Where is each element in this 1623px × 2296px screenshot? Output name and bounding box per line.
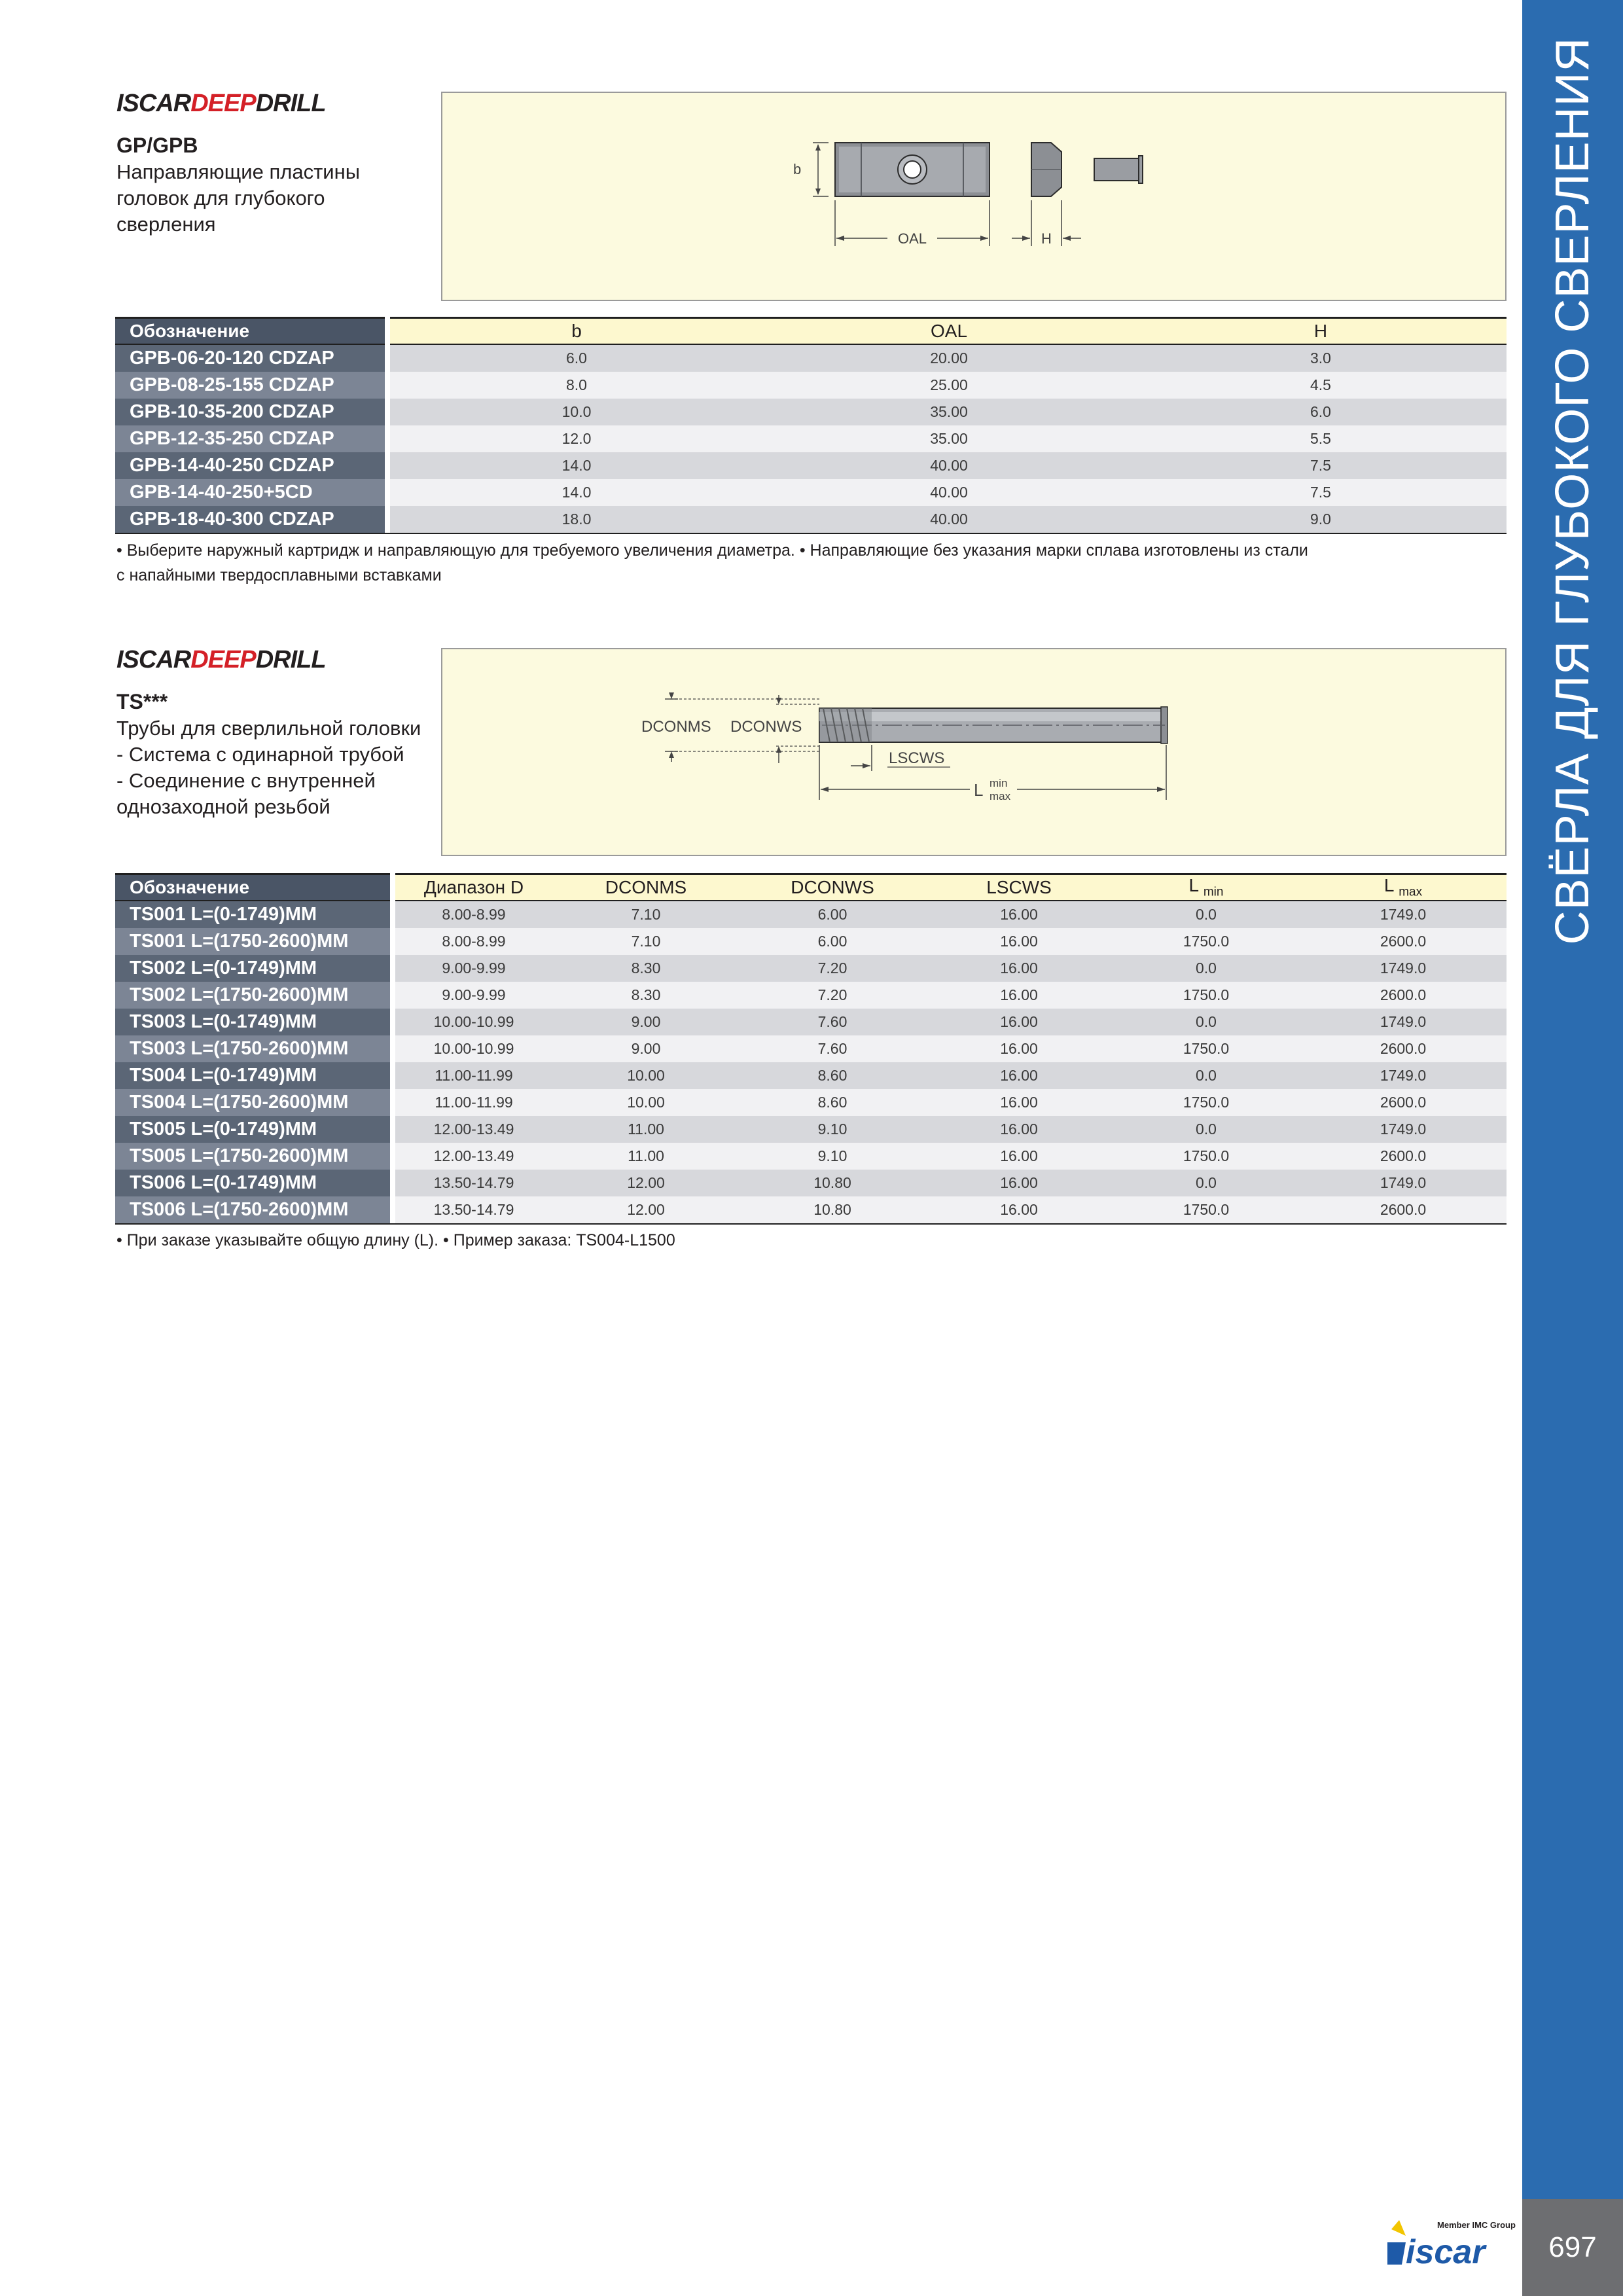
page-number-box (1522, 2199, 1623, 2296)
table-row (115, 1009, 1507, 1035)
page-number: 697 (1548, 2231, 1597, 2263)
cell-gap (390, 982, 395, 1009)
value-cell: 9.10 (740, 1116, 925, 1143)
header-l-min-sub: min (1203, 885, 1224, 899)
value-cell: 16.00 (925, 955, 1113, 982)
value-cell: 3.0 (1135, 344, 1507, 372)
header-l-min (1113, 874, 1300, 901)
value-cell: 6.0 (390, 344, 763, 372)
header-designation: Обозначение (115, 874, 390, 901)
value-cell: 1749.0 (1300, 1116, 1507, 1143)
cell-gap (390, 1009, 395, 1035)
table-row (115, 399, 1507, 425)
value-cell: 14.0 (390, 479, 763, 506)
designation-cell: TS004 L=(0-1749)MM (115, 1062, 390, 1089)
value-cell: 1750.0 (1113, 982, 1300, 1009)
cell-gap (390, 1062, 395, 1089)
description-line: сверления (116, 213, 216, 236)
header-l-max-main: L (1383, 875, 1394, 896)
designation-cell: TS004 L=(1750-2600)MM (115, 1089, 390, 1116)
cell-gap (385, 344, 390, 372)
table-row (115, 955, 1507, 982)
value-cell: 7.5 (1135, 479, 1507, 506)
value-cell: 6.0 (1135, 399, 1507, 425)
cell-gap (390, 928, 395, 955)
cell-gap (385, 425, 390, 452)
product-description-gp (116, 159, 457, 238)
value-cell: 7.5 (1135, 452, 1507, 479)
header-l-max (1300, 874, 1507, 901)
table-header-row (115, 874, 1507, 901)
value-cell: 0.0 (1113, 1009, 1300, 1035)
header-gap (385, 318, 390, 345)
description-line: - Система с одинарной трубой (116, 743, 404, 766)
value-cell: 6.00 (740, 928, 925, 955)
brand-part-iscar: ISCAR (116, 646, 191, 672)
value-cell: 16.00 (925, 1196, 1113, 1224)
value-cell: 7.10 (552, 928, 740, 955)
header-b: b (390, 318, 763, 345)
value-cell: 10.00-10.99 (395, 1009, 552, 1035)
header-h: H (1135, 318, 1507, 345)
brand-part-deep: DEEP (190, 90, 256, 115)
table-row (115, 982, 1507, 1009)
cell-gap (385, 506, 390, 533)
designation-cell: TS003 L=(0-1749)MM (115, 1009, 390, 1035)
table-row (115, 425, 1507, 452)
designation-cell: GPB-14-40-250+5CD (115, 479, 385, 506)
value-cell: 9.10 (740, 1143, 925, 1170)
value-cell: 7.60 (740, 1035, 925, 1062)
dim-label-l-max: max (990, 790, 1011, 802)
value-cell: 13.50-14.79 (395, 1196, 552, 1224)
cell-gap (390, 1089, 395, 1116)
description-line: Направляющие пластины (116, 160, 360, 183)
value-cell: 35.00 (763, 425, 1135, 452)
table-row (115, 1062, 1507, 1089)
dim-label-dconms: DCONMS (641, 718, 711, 736)
value-cell: 5.5 (1135, 425, 1507, 452)
table-row (115, 1170, 1507, 1196)
value-cell: 10.80 (740, 1170, 925, 1196)
value-cell: 1750.0 (1113, 1035, 1300, 1062)
value-cell: 2600.0 (1300, 1196, 1507, 1224)
cell-gap (390, 1143, 395, 1170)
dim-label-oal: OAL (897, 230, 927, 247)
value-cell: 7.60 (740, 1009, 925, 1035)
logo-wordmark: iscar (1406, 2233, 1486, 2266)
value-cell: 1749.0 (1300, 1170, 1507, 1196)
table-row (115, 1143, 1507, 1170)
value-cell: 10.0 (390, 399, 763, 425)
value-cell: 40.00 (763, 506, 1135, 533)
value-cell: 0.0 (1113, 1170, 1300, 1196)
boring-tube-drawing (442, 649, 1505, 855)
value-cell: 4.5 (1135, 372, 1507, 399)
description-line: Трубы для сверлильной головки (116, 717, 421, 740)
description-line: - Соединение с внутренней (116, 769, 376, 792)
value-cell: 10.80 (740, 1196, 925, 1224)
designation-cell: TS006 L=(0-1749)MM (115, 1170, 390, 1196)
drawing-box-gp (441, 92, 1507, 301)
note-gp (116, 538, 1308, 588)
value-cell: 10.00 (552, 1062, 740, 1089)
dim-label-l-min: min (990, 777, 1008, 789)
designation-cell: GPB-08-25-155 CDZAP (115, 372, 385, 399)
designation-cell: TS005 L=(1750-2600)MM (115, 1143, 390, 1170)
value-cell: 16.00 (925, 1035, 1113, 1062)
cell-gap (385, 452, 390, 479)
value-cell: 16.00 (925, 982, 1113, 1009)
iscar-logo (1386, 2216, 1514, 2266)
header-l-max-sub: max (1399, 885, 1423, 899)
value-cell: 16.00 (925, 1062, 1113, 1089)
cell-gap (385, 479, 390, 506)
header-dconms: DCONMS (552, 874, 740, 901)
brand-part-deep: DEEP (190, 646, 256, 672)
value-cell: 8.00-8.99 (395, 928, 552, 955)
value-cell: 40.00 (763, 479, 1135, 506)
value-cell: 16.00 (925, 901, 1113, 928)
value-cell: 9.00-9.99 (395, 955, 552, 982)
value-cell: 8.0 (390, 372, 763, 399)
value-cell: 14.0 (390, 452, 763, 479)
gpb-spec-table (115, 317, 1507, 534)
designation-cell: GPB-10-35-200 CDZAP (115, 399, 385, 425)
value-cell: 0.0 (1113, 901, 1300, 928)
value-cell: 13.50-14.79 (395, 1170, 552, 1196)
ts-spec-table (115, 873, 1507, 1225)
header-diameter-range: Диапазон D (395, 874, 552, 901)
brand-logo-2 (116, 645, 391, 672)
value-cell: 8.60 (740, 1089, 925, 1116)
table-header-row (115, 318, 1507, 345)
value-cell: 7.20 (740, 955, 925, 982)
value-cell: 16.00 (925, 1170, 1113, 1196)
brand-part-drill: DRILL (255, 646, 326, 672)
cell-gap (390, 1035, 395, 1062)
table-row (115, 901, 1507, 928)
value-cell: 1750.0 (1113, 1089, 1300, 1116)
dim-label-b: b (793, 161, 802, 177)
designation-cell: GPB-12-35-250 CDZAP (115, 425, 385, 452)
value-cell: 10.00 (552, 1089, 740, 1116)
product-description-ts (116, 715, 457, 820)
table-row (115, 372, 1507, 399)
value-cell: 18.0 (390, 506, 763, 533)
table-row (115, 1035, 1507, 1062)
header-oal: OAL (763, 318, 1135, 345)
designation-cell: TS002 L=(1750-2600)MM (115, 982, 390, 1009)
brand-part-drill: DRILL (255, 90, 326, 115)
value-cell: 10.00-10.99 (395, 1035, 552, 1062)
value-cell: 12.00-13.49 (395, 1116, 552, 1143)
header-l-min-main: L (1188, 875, 1199, 896)
table-row (115, 479, 1507, 506)
value-cell: 40.00 (763, 452, 1135, 479)
note-line: с напайными твердосплавными вставками (116, 566, 442, 584)
designation-cell: GPB-18-40-300 CDZAP (115, 506, 385, 533)
header-lscws: LSCWS (925, 874, 1113, 901)
note-line: • Выберите наружный картридж и направляющую для требуемого увеличения диаметра. • Направляющие без указания марки сплава изготовлены из стали (116, 541, 1308, 560)
dim-label-l: L (974, 780, 984, 800)
value-cell: 2600.0 (1300, 982, 1507, 1009)
table-row (115, 344, 1507, 372)
header-dconws: DCONWS (740, 874, 925, 901)
cell-gap (385, 372, 390, 399)
designation-cell: TS006 L=(1750-2600)MM (115, 1196, 390, 1224)
cell-gap (390, 1170, 395, 1196)
value-cell: 2600.0 (1300, 1089, 1507, 1116)
value-cell: 0.0 (1113, 955, 1300, 982)
value-cell: 16.00 (925, 1089, 1113, 1116)
dim-label-h: H (1041, 230, 1052, 247)
note-line: • При заказе указывайте общую длину (L). • Пример заказа: TS004-L1500 (116, 1231, 675, 1249)
cell-gap (390, 1196, 395, 1224)
side-title (1522, 0, 1623, 982)
value-cell: 12.00-13.49 (395, 1143, 552, 1170)
value-cell: 12.0 (390, 425, 763, 452)
value-cell: 16.00 (925, 1116, 1113, 1143)
value-cell: 8.60 (740, 1062, 925, 1089)
value-cell: 11.00-11.99 (395, 1089, 552, 1116)
value-cell: 1749.0 (1300, 901, 1507, 928)
cell-gap (390, 901, 395, 928)
description-line: головок для глубокого (116, 187, 325, 209)
table-row (115, 506, 1507, 533)
table-row (115, 1116, 1507, 1143)
svg-text:ISCARDEEPDRILL (116, 646, 326, 672)
value-cell: 11.00 (552, 1143, 740, 1170)
designation-cell: TS001 L=(0-1749)MM (115, 901, 390, 928)
value-cell: 16.00 (925, 1009, 1113, 1035)
dim-label-lscws: LSCWS (889, 749, 945, 767)
value-cell: 20.00 (763, 344, 1135, 372)
logo-tagline: Member IMC Group (1437, 2220, 1516, 2230)
value-cell: 1750.0 (1113, 1196, 1300, 1224)
cell-gap (390, 1116, 395, 1143)
designation-cell: GPB-06-20-120 CDZAP (115, 344, 385, 372)
cell-gap (390, 955, 395, 982)
value-cell: 11.00-11.99 (395, 1062, 552, 1089)
dim-label-dconws: DCONWS (730, 718, 802, 736)
value-cell: 1749.0 (1300, 1009, 1507, 1035)
value-cell: 11.00 (552, 1116, 740, 1143)
brand-logo-1 (116, 89, 391, 115)
value-cell: 1750.0 (1113, 1143, 1300, 1170)
designation-cell: TS001 L=(1750-2600)MM (115, 928, 390, 955)
value-cell: 6.00 (740, 901, 925, 928)
value-cell: 35.00 (763, 399, 1135, 425)
value-cell: 9.00-9.99 (395, 982, 552, 1009)
value-cell: 16.00 (925, 928, 1113, 955)
designation-cell: TS005 L=(0-1749)MM (115, 1116, 390, 1143)
cell-gap (385, 399, 390, 425)
value-cell: 7.10 (552, 901, 740, 928)
description-line: однозаходной резьбой (116, 795, 330, 818)
table-row (115, 928, 1507, 955)
designation-cell: GPB-14-40-250 CDZAP (115, 452, 385, 479)
side-title-text: СВЁРЛА ДЛЯ ГЛУБОКОГО СВЕРЛЕНИЯ (1546, 37, 1599, 945)
value-cell: 9.00 (552, 1009, 740, 1035)
value-cell: 7.20 (740, 982, 925, 1009)
header-designation: Обозначение (115, 318, 385, 345)
value-cell: 1750.0 (1113, 928, 1300, 955)
value-cell: 0.0 (1113, 1062, 1300, 1089)
table-row (115, 452, 1507, 479)
value-cell: 12.00 (552, 1170, 740, 1196)
value-cell: 8.30 (552, 955, 740, 982)
value-cell: 8.00-8.99 (395, 901, 552, 928)
svg-text:ISCARDEEPDRILL (116, 90, 326, 115)
value-cell: 12.00 (552, 1196, 740, 1224)
table-row (115, 1196, 1507, 1224)
value-cell: 2600.0 (1300, 928, 1507, 955)
brand-part-iscar: ISCAR (116, 90, 191, 115)
value-cell: 9.00 (552, 1035, 740, 1062)
value-cell: 1749.0 (1300, 1062, 1507, 1089)
drawing-box-ts (441, 648, 1507, 856)
table-row (115, 1089, 1507, 1116)
note-ts (116, 1228, 675, 1253)
product-code-ts: TS*** (116, 690, 168, 713)
product-code-gp: GP/GPB (116, 134, 198, 157)
designation-cell: TS003 L=(1750-2600)MM (115, 1035, 390, 1062)
value-cell: 9.0 (1135, 506, 1507, 533)
header-gap (390, 874, 395, 901)
value-cell: 25.00 (763, 372, 1135, 399)
value-cell: 16.00 (925, 1143, 1113, 1170)
value-cell: 2600.0 (1300, 1035, 1507, 1062)
value-cell: 1749.0 (1300, 955, 1507, 982)
guide-pad-drawing (442, 93, 1505, 300)
value-cell: 2600.0 (1300, 1143, 1507, 1170)
value-cell: 8.30 (552, 982, 740, 1009)
value-cell: 0.0 (1113, 1116, 1300, 1143)
designation-cell: TS002 L=(0-1749)MM (115, 955, 390, 982)
